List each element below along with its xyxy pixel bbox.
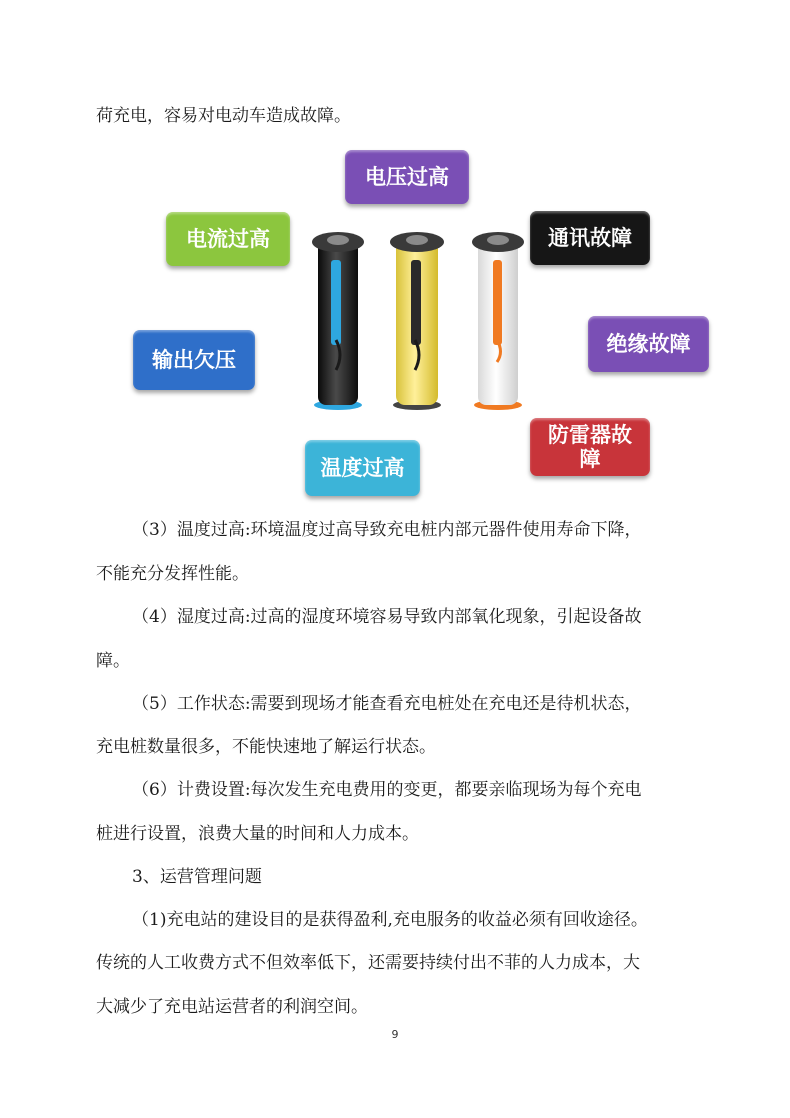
paragraph-line: （5）工作状态:需要到现场才能查看充电桩处在充电还是待机状态， — [132, 694, 642, 714]
paragraph-line: 不能充分发挥性能。 — [96, 564, 249, 584]
label-output-under: 输出欠压 — [133, 330, 255, 390]
label-comm-fault: 通讯故障 — [530, 211, 650, 265]
black-charging-pile — [312, 232, 364, 410]
paragraph-line: 障。 — [96, 651, 130, 671]
section-heading: 3、运营管理问题 — [132, 867, 262, 887]
paragraph-line: 荷充电，容易对电动车造成故障。 — [96, 106, 351, 126]
white-charging-pile — [472, 232, 524, 410]
paragraph-line: 传统的人工收费方式不但效率低下，还需要持续付出不菲的人力成本，大 — [96, 953, 640, 973]
label-insulation-fault: 绝缘故障 — [588, 316, 709, 372]
paragraph-line: 充电桩数量很多，不能快速地了解运行状态。 — [96, 737, 436, 757]
paragraph-line: （3）温度过高:环境温度过高导致充电桩内部元器件使用寿命下降， — [132, 520, 642, 540]
label-current-high: 电流过高 — [166, 212, 290, 266]
paragraph-line: （1)充电站的建设目的是获得盈利,充电服务的收益必须有回收途径。 — [132, 910, 648, 930]
label-lightning-fault: 防雷器故障 — [530, 418, 650, 476]
paragraph-line: （6）计费设置:每次发生充电费用的变更，都要亲临现场为每个充电 — [132, 780, 642, 800]
page-number: 9 — [391, 1028, 399, 1041]
paragraph-line: 大减少了充电站运营者的利润空间。 — [96, 997, 368, 1017]
paragraph-line: 桩进行设置，浪费大量的时间和人力成本。 — [96, 824, 419, 844]
label-voltage-high: 电压过高 — [345, 150, 469, 204]
yellow-charging-pile — [390, 232, 444, 410]
paragraph-line: （4）湿度过高:过高的湿度环境容易导致内部氧化现象，引起设备故 — [132, 607, 642, 627]
label-temp-high: 温度过高 — [305, 440, 420, 496]
charging-fault-figure — [128, 140, 712, 500]
